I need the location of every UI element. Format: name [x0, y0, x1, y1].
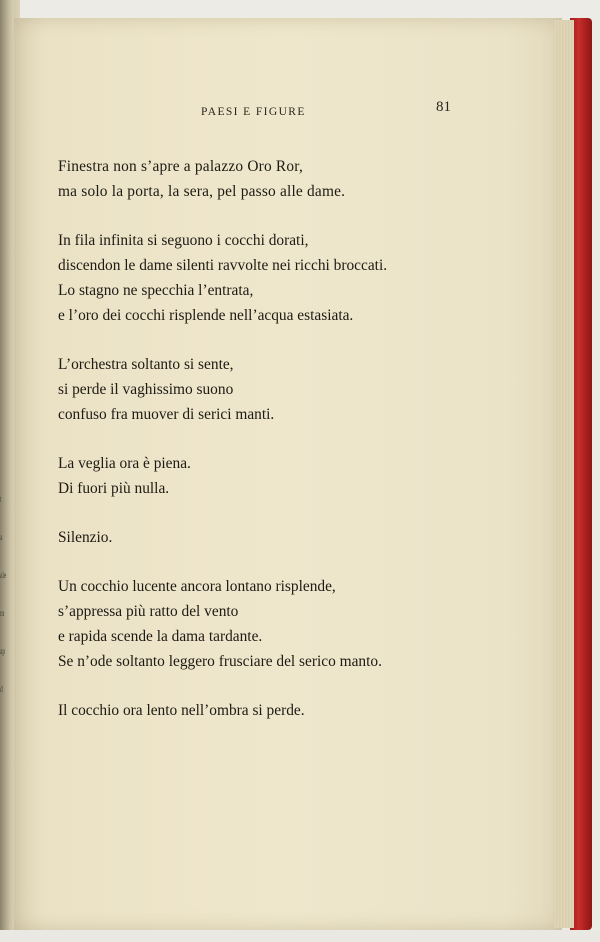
poem-line: s’appressa più ratto del vento	[58, 603, 239, 620]
poem-line: ma solo la porta, la sera, pel passo alle dame.	[58, 183, 346, 200]
stanza	[58, 352, 518, 427]
running-head: PAESI E FIGURE	[201, 106, 306, 118]
left-margin-fragments	[0, 480, 14, 708]
page-stack-edge	[554, 20, 574, 928]
poem-line: e rapida scende la dama tardante.	[58, 628, 263, 645]
margin-fragment: m	[0, 608, 5, 618]
poem-line: Un cocchio lucente ancora lontano risplende,	[58, 578, 336, 595]
poem-line: Se n’ode soltanto leggero frusciare del serico manto.	[58, 653, 382, 670]
poem-line: e l’oro dei cocchi risplende nell’acqua estasiata.	[58, 307, 354, 324]
poem-line: Di fuori più nulla.	[58, 480, 170, 497]
poem-body	[58, 154, 518, 747]
poem-line: Il cocchio ora lento nell’ombra si perde.	[58, 702, 305, 719]
stanza	[58, 574, 518, 674]
poem-line: La veglia ora è piena.	[58, 455, 191, 472]
stanza	[58, 451, 518, 501]
poem-line: Silenzio.	[58, 529, 113, 546]
margin-fragment: a	[0, 532, 3, 542]
poem-line: Lo stagno ne specchia l’entrata,	[58, 282, 254, 299]
poem-line: si perde il vaghissimo suono	[58, 381, 234, 398]
poem-line: discendon le dame silenti ravvolte nei ricchi broccati.	[58, 257, 388, 274]
margin-fragment: t	[0, 494, 2, 504]
margin-fragment: ap	[0, 646, 6, 656]
margin-fragment: ale	[0, 570, 7, 580]
stanza	[58, 698, 518, 723]
stanza	[58, 228, 518, 328]
page-number: 81	[436, 99, 451, 115]
poem-line: Finestra non s’apre a palazzo Oro Ror,	[58, 158, 304, 175]
background-bottom	[0, 930, 600, 942]
poem-line: L’orchestra soltanto si sente,	[58, 356, 234, 373]
stanza	[58, 154, 518, 204]
poem-line: In fila infinita si seguono i cocchi dorati,	[58, 232, 309, 249]
spine-shadow	[0, 0, 14, 942]
stanza	[58, 525, 518, 550]
margin-fragment: d	[0, 684, 3, 694]
poem-line: confuso fra muover di serici manti.	[58, 406, 275, 423]
